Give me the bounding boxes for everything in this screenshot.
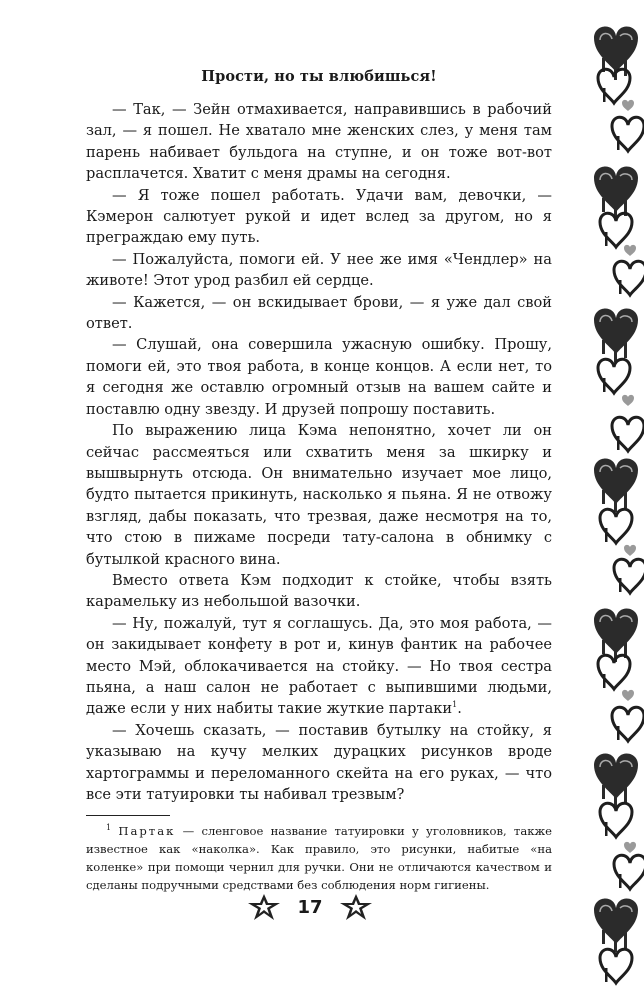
star-ornament-icon — [245, 892, 283, 922]
page-number: 17 — [297, 896, 323, 918]
paragraph: — Хочешь сказать, — поставив бутылку на стойку, я указываю на кучу мелких дурацких рисунков вроде хартограммы и переломанного скейта на его руках, — что все эти татуировки ты набивал трезвым? — [86, 721, 552, 803]
running-head: Прости, но ты влюбишься! — [201, 68, 437, 85]
page-body — [86, 68, 552, 894]
star-ornament-icon — [337, 892, 375, 922]
page-folio — [230, 890, 390, 924]
footnote — [86, 822, 552, 894]
paragraph-with-footnote: — Ну, пожалуй, тут я соглашусь. Да, это моя работа, — он закидывает конфету в рот и, кинув фантик на рабочее место Мэй, облокачивается на стойку. — Но твоя сестра пьяна, а наш салон не работает с выпившими людьми, даже если у них набиты такие жуткие партаки$^1$. — [86, 614, 552, 718]
footnote-text: — сленговое название татуировки у уголовников, также известное как «наколка». Как правило, это рисунки, набитые «на коленке» при помощи чернил для ручки. Они не отличаются качеством и сделаны подручными средствами без соблюдения норм гигиены. — [86, 824, 553, 893]
heart-pattern-group — [594, 26, 644, 983]
footnote-divider — [86, 815, 170, 816]
paragraph: Вместо ответа Кэм подходит к стойке, чтобы взять карамельку из небольшой вазочки. — [86, 571, 552, 611]
paragraph: — Я тоже пошел работать. Удачи вам, девочки, — Кэмерон салютует рукой и идет вслед за другом, но я преграждаю ему путь. — [86, 186, 552, 247]
paragraph: — Пожалуйста, помоги ей. У нее же имя «Чендлер» на животе! Этот урод разбил ей сердце. — [86, 250, 552, 290]
paragraph: — Так, — Зейн отмахивается, направившись в рабочий зал, — я пошел. Не хватало мне женских слез, у меня там парень набивает бульдога на ступне, и он тоже вот-вот расплачется. Хватит с меня драмы на сегодня. — [86, 101, 552, 183]
dripping-hearts-border — [554, 0, 644, 1000]
footnote-reference[interactable]: 1 — [452, 700, 458, 710]
paragraph-text: — Ну, пожалуй, тут я соглашусь. Да, это моя работа, — он закидывает конфету в рот и, кинув фантик на рабочее место Мэй, облокачивается на стойку. — Но твоя сестра пьяна, а наш салон не работает с выпившими людьми, даже если у них набиты такие жуткие партаки — [86, 614, 552, 718]
footnote-term: Партак — [118, 824, 176, 839]
paragraph: — Кажется, — он вскидывает брови, — я уже дал свой ответ. — [86, 293, 552, 333]
footnote-mark: 1 — [106, 823, 112, 833]
paragraph: По выражению лица Кэма непонятно, хочет ли он сейчас рассмеяться или схватить меня за шкирку и вышвырнуть отсюда. Он внимательно изучает мое лицо, будто пытается прикинуть, насколько я пьяна. Я не отвожу взгляд, дабы показать, что трезвая, даже несмотря на то, что стою в пижаме посреди тату-салона в обнимку с бутылкой красного вина. — [86, 422, 552, 568]
paragraph: — Слушай, она совершила ужасную ошибку. Прошу, помоги ей, это твоя работа, в конце концов. А если нет, то я сегодня же оставлю огромный отзыв на вашем сайте и поставлю одну звезду. И друзей попрошу поставить. — [86, 336, 552, 418]
